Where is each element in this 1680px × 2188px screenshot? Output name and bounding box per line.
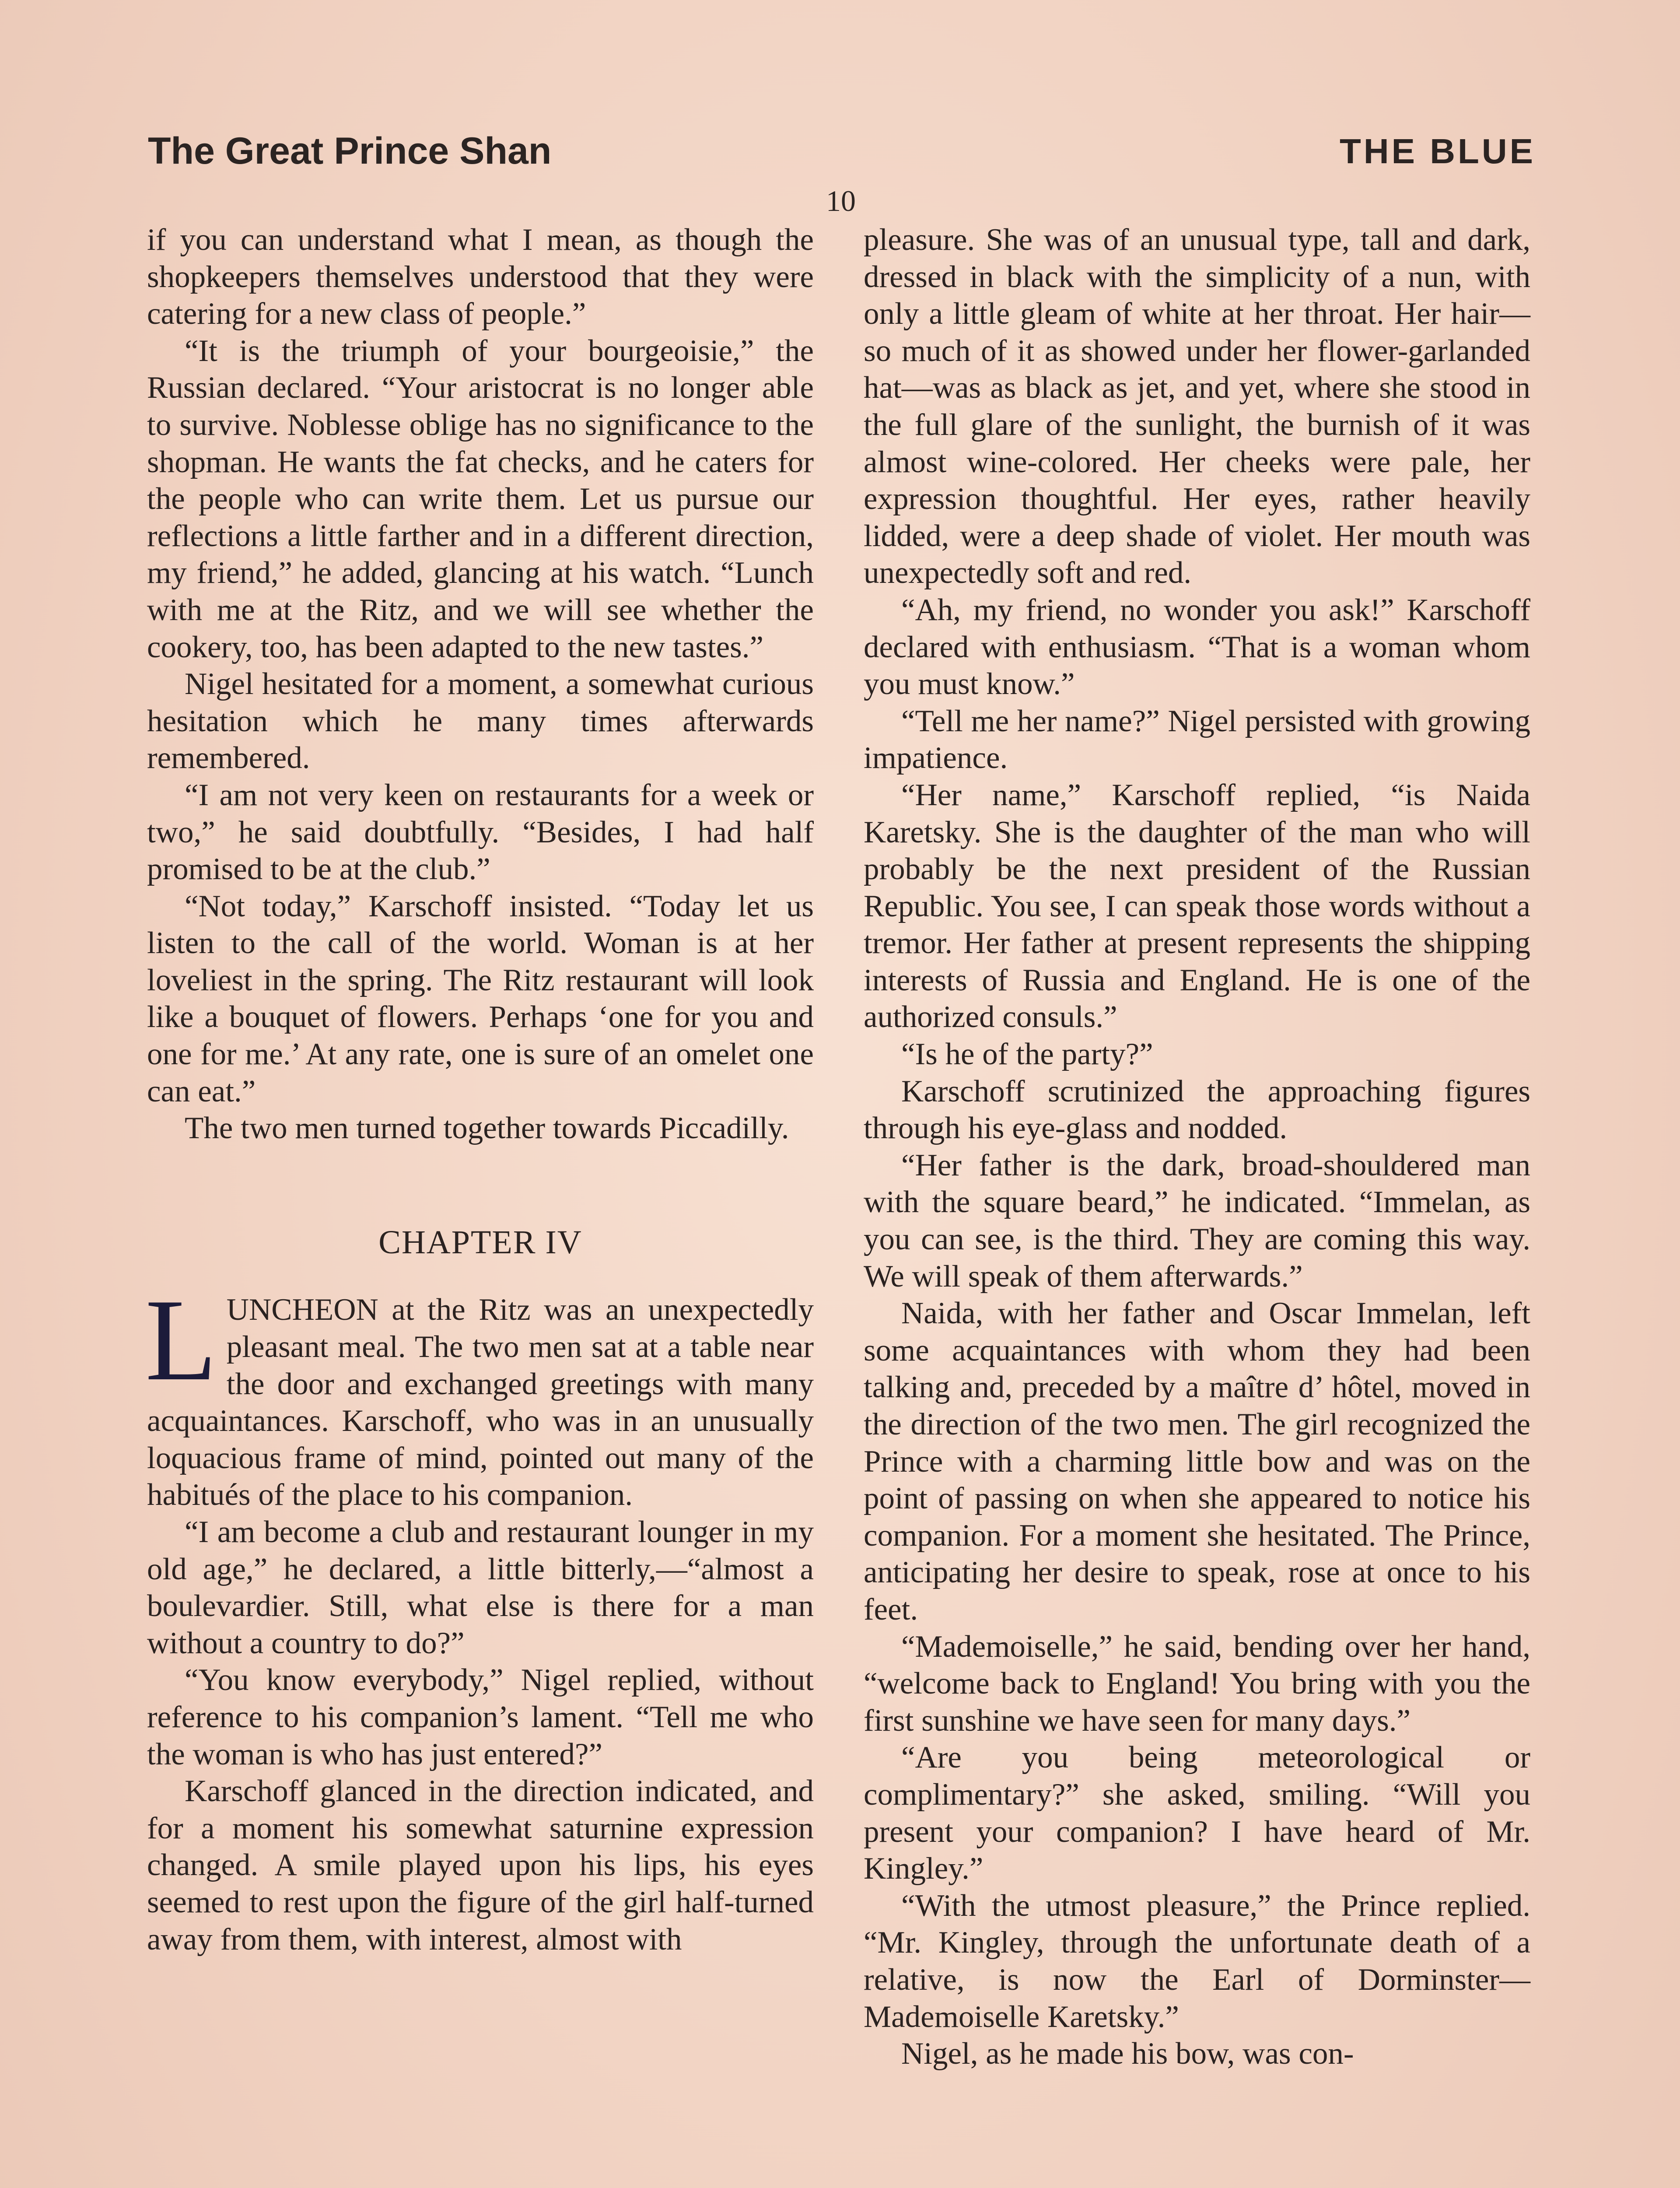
paragraph: “Her name,” Karschoff replied, “is Naida Karetsky. She is the daughter of the man who will probably be the next president of the Russian Republic. You see, I can speak those words without a tremor. Her father at present represents the shipping interests of Russia and England. He is one of the authorized consuls.” (864, 778, 1530, 1034)
paragraph: “Ah, my friend, no wonder you ask!” Karschoff declared with enthusiasm. “That is a woman whom you must know.” (864, 593, 1530, 701)
paragraph: Karschoff scrutinized the approaching figures through his eye-glass and nodded. (864, 1074, 1530, 1146)
running-title-left: The Great Prince Shan (148, 130, 552, 172)
chapter-opening-text: UNCHEON at the Ritz was an unexpectedly pleasant meal. The two men sat at a table near the door and exchanged greetings with many acquaintances. Karschoff, who was in an unusually loquacious frame of mind, pointed out many of the habitués of the place to his companion. (147, 1293, 814, 1512)
left-column (147, 221, 814, 1958)
paragraph: “Are you being meteorological or complimentary?” she asked, smiling. “Will you present your companion? I have heard of Mr. Kingley.” (864, 1740, 1530, 1886)
running-title-right: THE BLUE (1340, 132, 1536, 171)
paragraph: “With the utmost pleasure,” the Prince replied. “Mr. Kingley, through the unfortunate death of a relative, is now the Earl of Dorminster—Mademoiselle Karetsky.” (864, 1888, 1530, 2034)
paragraph: The two men turned together towards Piccadilly. (185, 1111, 789, 1146)
paragraph: “Her father is the dark, broad-shouldered man with the square beard,” he indicated. “Immelan, as you can see, is the third. They are coming this way. We will speak of them afterwards.” (864, 1148, 1530, 1294)
page-number: 10 (826, 184, 856, 217)
paragraph: “Tell me her name?” Nigel persisted with growing impatience. (864, 704, 1530, 775)
paragraph: “Is he of the party?” (901, 1037, 1153, 1072)
paragraph: Nigel, as he made his bow, was con- (901, 2037, 1354, 2071)
paragraph: “It is the triumph of your bourgeoisie,” the Russian declared. “Your aristocrat is no longer able to survive. Noblesse oblige has no significance to the shopman. He wants the fat checks, and he caters for the people who can write them. Let us pursue our reflections a little farther and in a different direction, my friend,” he added, glancing at his watch. “Lunch with me at the Ritz, and we will see whether the cookery, too, has been adapted to the new tastes.” (147, 333, 814, 664)
paragraph: “I am not very keen on restaurants for a week or two,” he said doubtfully. “Besides, I had half promised to be at the club.” (147, 778, 814, 887)
paragraph: Karschoff glanced in the direction indicated, and for a moment his somewhat saturnine expression changed. A smile played upon his lips, his eyes seemed to rest upon the figure of the girl half-turned away from them, with interest, almost with (147, 1774, 814, 1957)
paragraph: “You know everybody,” Nigel replied, without reference to his companion’s lament. “Tell me who the woman is who has just entered?” (147, 1663, 814, 1771)
chapter-opening-paragraph (145, 1275, 814, 1514)
paragraph: “Mademoiselle,” he said, bending over her hand, “welcome back to England! You bring with you the first sunshine we have seen for many days.” (864, 1629, 1530, 1738)
paragraph: if you can understand what I mean, as though the shopkeepers themselves understood that they were catering for a new class of people.” (147, 223, 814, 331)
paragraph: “I am become a club and restaurant lounger in my old age,” he declared, a little bitterly,—“almost a boulevardier. Still, what else is there for a man without a country to do?” (147, 1515, 814, 1660)
right-column (864, 221, 1530, 2072)
chapter-heading: CHAPTER IV (378, 1224, 582, 1261)
drop-cap: L (145, 1275, 217, 1405)
paragraph: pleasure. She was of an unusual type, tall and dark, dressed in black with the simplicity of a nun, with only a little gleam of white at her throat. Her hair—so much of it as showed under her flower-garlanded hat—was as black as jet, and yet, where she stood in the full glare of the sunlight, the burnish of it was almost wine-colored. Her cheeks were pale, her expression thoughtful. Her eyes, rather heavily lidded, were a deep shade of violet. Her mouth was unexpectedly soft and red. (864, 223, 1530, 590)
paragraph: “Not today,” Karschoff insisted. “Today let us listen to the call of the world. Woman is at her loveliest in the spring. The Ritz restaurant will look like a bouquet of flowers. Perhaps ‘one for you and one for me.’ At any rate, one is sure of an omelet one can eat.” (147, 889, 814, 1108)
paragraph: Nigel hesitated for a moment, a somewhat curious hesitation which he many times afterwards remembered. (147, 667, 814, 775)
paragraph: Naida, with her father and Oscar Immelan, left some acquaintances with whom they had been talking and, preceded by a maître d’ hôtel, moved in the direction of the two men. The girl recognized the Prince with a charming little bow and was on the point of passing on when she appeared to notice his companion. For a moment she hesitated. The Prince, anticipating her desire to speak, rose at once to his feet. (864, 1296, 1530, 1627)
